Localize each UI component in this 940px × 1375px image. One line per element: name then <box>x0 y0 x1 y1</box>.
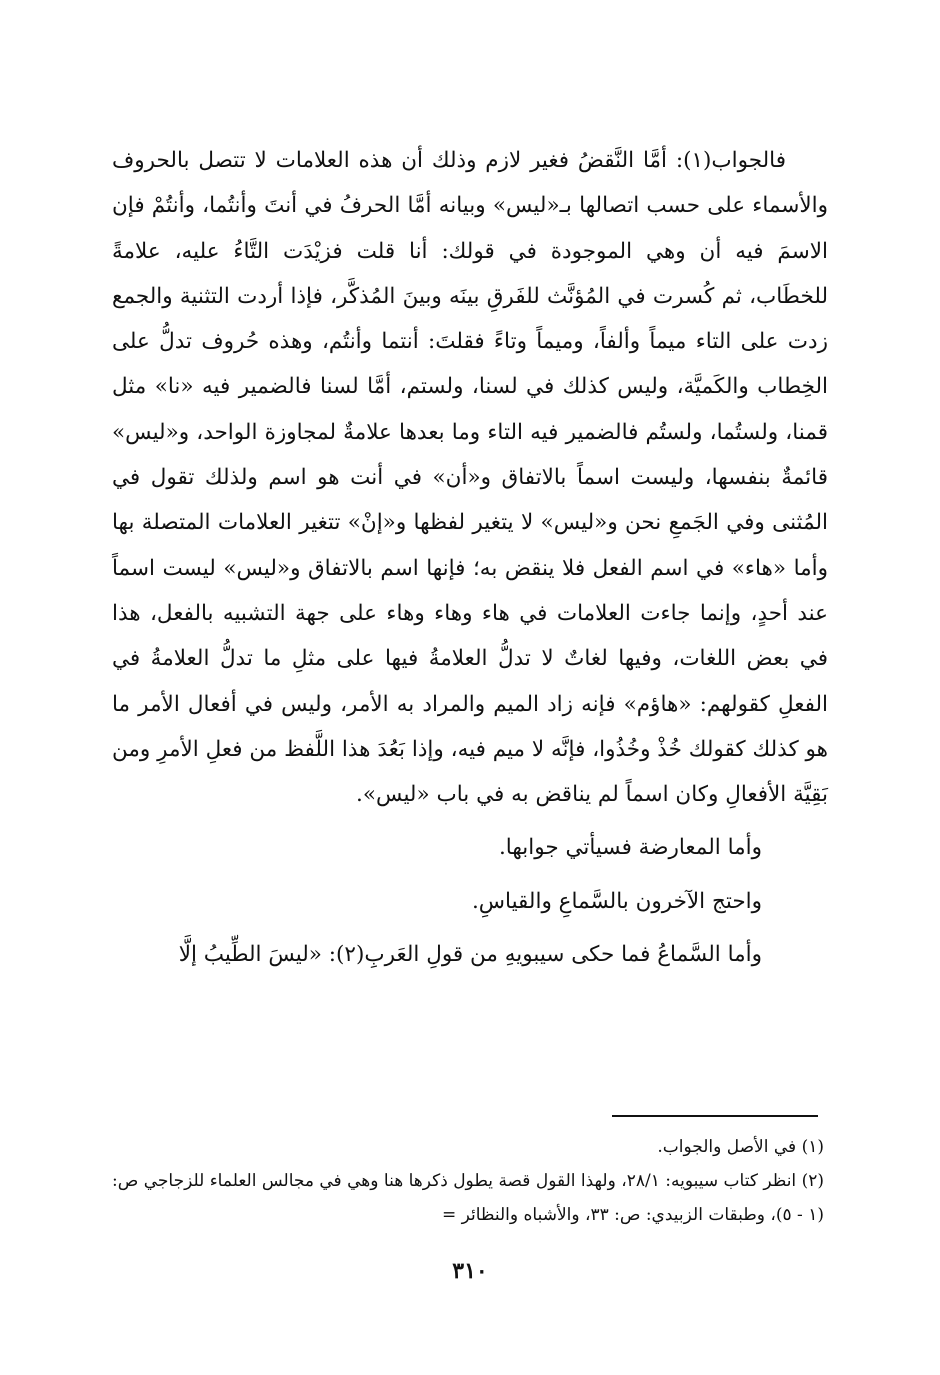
footnote-2: (٢) انظر كتاب سيبويه: ٢٨/١، ولهذا القول قصة يطول ذكرها هنا وهي في مجالس العلماء للزجاجي ص: (١ - ٥)، وطبقات الزبيدي: ص: ٣٣، والأشباه والنظائر = <box>112 1171 824 1225</box>
footnote-separator <box>612 1115 818 1117</box>
paragraph-answer-text: فالجواب(١): أمَّا النَّقضُ فغير لازم وذلك أن هذه العلامات لا تتصل بالحروف والأسماء على حسب اتصالها بـ«ليس» وبيانه أمَّا الحرفُ في أنتَ وأنتُما، وأنتُمْ فإن الاسمَ فيه أن وهي الموجودة في قولك: أنا قلت فزيْدَت التَّاءُ عليه، علامةً للخطَاب، ثم كُسرت في المُؤنَّث للفَرقِ بينَه وبينَ المُذكَّر، فإذا أردت التثنية والجمع زدت على التاء ميماً وألفاً، وميماً وتاءً فقلتَ: أنتما وأنتُم، وهذه حُروف تدلُّ على الخِطاب والكَميَّة، وليس كذلك في لسنا، ولستم، أمَّا لسنا فالضمير فيه «نا» مثل قمنا، ولستُما، ولستُم فالضمير فيه التاء وما بعدها علامةٌ لمجاوزة الواحد، و«ليس» قائمةٌ بنفسها، وليست اسماً بالاتفاق و«أن» في أنت هو اسم ولذلك تقول في المُثنى وفي الجَمعِ نحن و«ليس» لا يتغير لفظها و«إنْ» تتغير العلامات المتصلة بها وأما «هاء» في اسم الفعل فلا ينقض به؛ فإنها اسم بالاتفاق و«ليس» ليست اسماً عند أحدٍ، وإنما جاءت العلامات في هاء وهاء وهاء على جهة التشبيه بالفعل، هذا في بعض اللغات، وفيها لغاتٌ لا تدلُّ العلامةُ فيها على مثلِ ما تدلُّ العلامةُ في الفعلِ كقولهم: «هاؤم» فإنه زاد الميم والمراد به الأمر، وليس في أفعال الأمر ما هو كذلك كقولك خُذْ وخُذُوا، فإنَّه لا ميم فيه، وإذا بَعُدَ هذا اللَّفظ من فعلِ الأمرِ ومن بَقِيَّة الأفعالِ وكان اسماً لم يناقض به في باب «ليس». <box>112 148 828 808</box>
paragraph-objection: وأما المعارضة فسيأتي جوابها. <box>498 835 762 861</box>
footnotes-block <box>112 1130 824 1232</box>
main-text-block <box>112 138 828 977</box>
paragraph-others-argument: واحتج الآخرون بالسَّماعِ والقياسِ. <box>471 888 762 914</box>
paragraph-answer <box>112 138 828 817</box>
paragraph-hearing: وأما السَّماعُ فما حكى سيبويهِ من قولِ العَربِ(٢): «ليسَ الطِّيبُ إلَّا <box>178 942 762 968</box>
footnote-1: (١) في الأصل والجواب. <box>657 1137 824 1157</box>
page-number: ٣١٠ <box>452 1258 488 1284</box>
